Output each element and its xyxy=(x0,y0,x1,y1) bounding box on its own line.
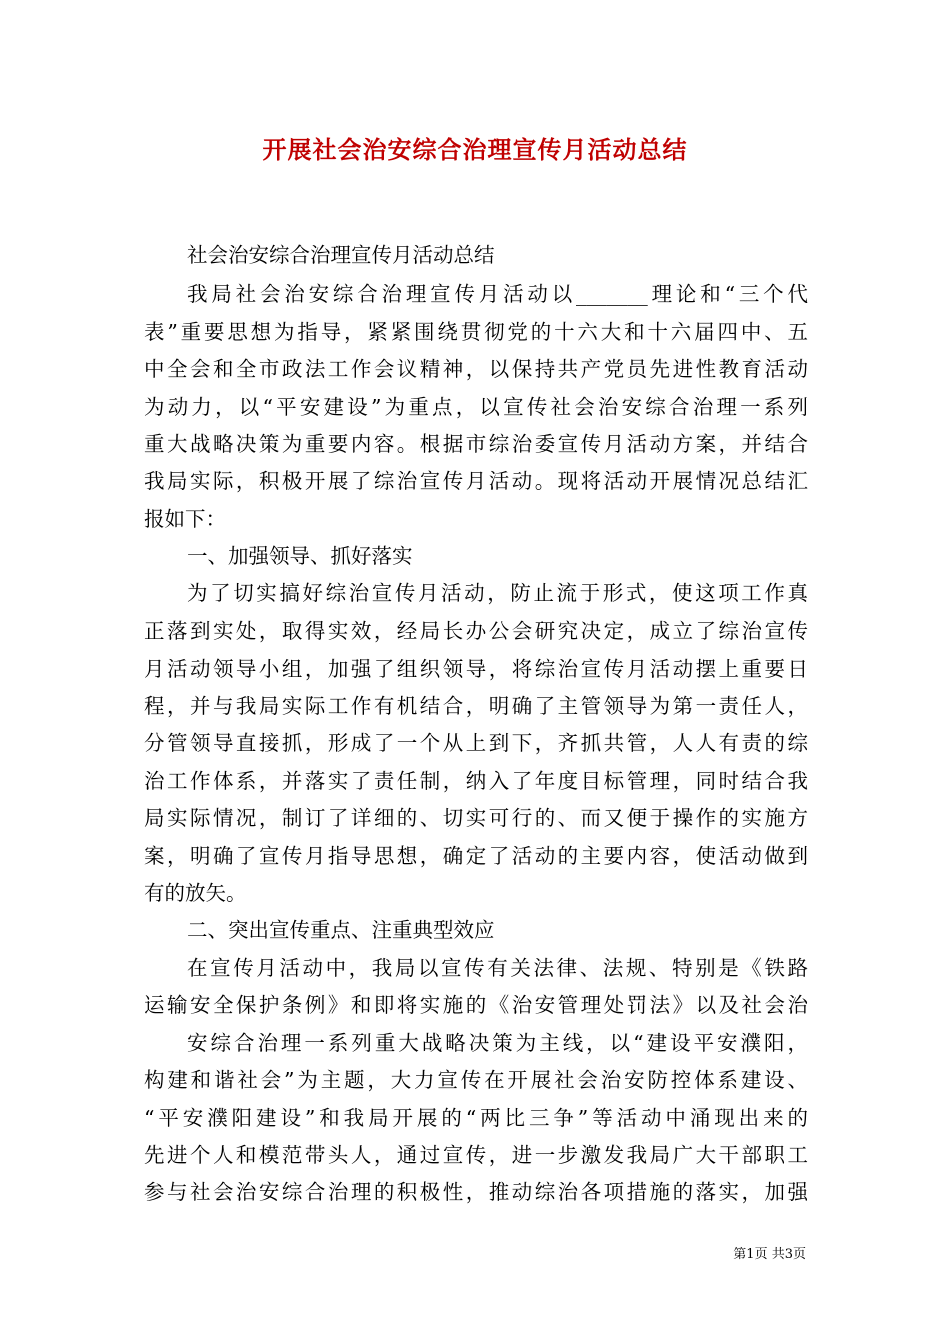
document-title: 开展社会治安综合治理宣传月活动总结 xyxy=(262,135,688,164)
body-line: 构建和谐社会”为主题，大力宣传在开展社会治安防控体系建设、 xyxy=(144,1068,808,1092)
page-total: 3 xyxy=(784,1247,793,1262)
body-line: 运输安全保护条例》和即将实施的《治安管理处罚法》以及社会治 xyxy=(144,993,808,1017)
body-line: 月活动领导小组，加强了组织领导，将综治宣传月活动摆上重要日 xyxy=(144,657,808,681)
body-line: 报如下： xyxy=(144,507,226,531)
body-line: 安综合治理一系列重大战略决策为主线，以“建设平安濮阳， xyxy=(187,1031,808,1055)
body-line: 我局实际，积极开展了综治宣传月活动。现将活动开展情况总结汇 xyxy=(144,469,808,493)
body-line: 中全会和全市政法工作会议精神，以保持共产党员先进性教育活动 xyxy=(144,357,808,381)
body-line: 案，明确了宣传月指导思想，确定了活动的主要内容，使活动做到 xyxy=(144,844,808,868)
page-label-suffix: 页 xyxy=(792,1247,806,1262)
body-line: 在宣传月活动中，我局以宣传有关法律、法规、特别是《铁路 xyxy=(187,956,808,980)
section-heading-2: 二、突出宣传重点、注重典型效应 xyxy=(187,918,495,942)
page-current: 1 xyxy=(746,1247,755,1262)
body-line: 分管领导直接抓，形成了一个从上到下，齐抓共管，人人有责的综 xyxy=(144,731,808,755)
subtitle-line: 社会治安综合治理宣传月活动总结 xyxy=(187,243,495,267)
body-line: “平安濮阳建设”和我局开展的“两比三争”等活动中涌现出来的 xyxy=(144,1106,808,1130)
page-footer xyxy=(733,1247,806,1263)
body-line: 为了切实搞好综治宣传月活动，防止流于形式，使这项工作真 xyxy=(187,581,808,605)
page-label-middle: 页 共 xyxy=(754,1247,785,1262)
body-line: 程，并与我局实际工作有机结合，明确了主管领导为第一责任人， xyxy=(144,694,808,718)
body-line: 有的放矢。 xyxy=(144,881,247,905)
body-line: 先进个人和模范带头人，通过宣传，进一步激发我局广大干部职工 xyxy=(144,1143,808,1167)
body-line: 正落到实处，取得实效，经局长办公会研究决定，成立了综治宣传 xyxy=(144,619,808,643)
body-line: 重大战略决策为重要内容。根据市综治委宣传月活动方案，并结合 xyxy=(144,432,808,456)
body-line: 为动力，以“平安建设”为重点，以宣传社会治安综合治理一系列 xyxy=(144,395,808,419)
body-line: 参与社会治安综合治理的积极性，推动综治各项措施的落实，加强 xyxy=(144,1180,808,1204)
body-line: 治工作体系，并落实了责任制，纳入了年度目标管理，同时结合我 xyxy=(144,769,808,793)
page-label-prefix: 第 xyxy=(733,1247,747,1262)
body-line: 我局社会治安综合治理宣传月活动以_______理论和“三个代 xyxy=(187,282,808,306)
section-heading-1: 一、加强领导、抓好落实 xyxy=(187,544,413,568)
body-line: 表”重要思想为指导，紧紧围绕贯彻党的十六大和十六届四中、五 xyxy=(144,320,808,344)
body-line: 局实际情况，制订了详细的、切实可行的、而又便于操作的实施方 xyxy=(144,806,808,830)
